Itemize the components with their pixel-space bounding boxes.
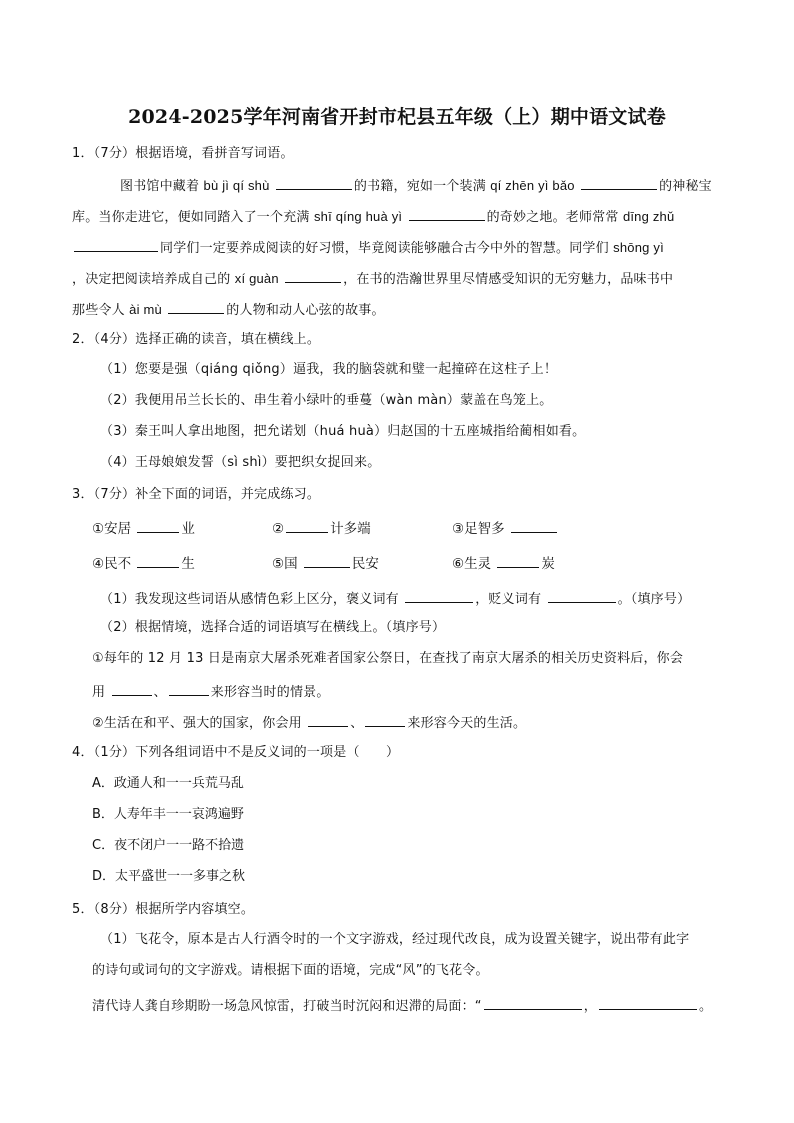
idiom-5 — [272, 554, 379, 572]
q5-sub-1-cont: 的诗句或词句的文字游戏。请根据下面的语境，完成“风”的飞花令。 — [92, 963, 489, 978]
q1-text: 图书馆中藏着 — [120, 179, 200, 194]
answer-blank[interactable] — [137, 554, 179, 568]
q3-text: 来形容今天的生活。 — [407, 716, 527, 731]
q1-text: ，在书的浩瀚世界里尽情感受知识的无穷魅力，品味书中 — [343, 272, 674, 287]
q4-option-b[interactable]: B．人寿年丰一一哀鸿遍野 — [92, 807, 244, 822]
q1-text: 的奇妙之地。老师常常 — [486, 210, 619, 225]
pinyin: qí zhēn yì bǎo — [490, 178, 575, 193]
idiom-part: ④民不 — [92, 556, 132, 572]
idiom-part: 业 — [181, 521, 195, 537]
q1-line-1 — [120, 176, 712, 195]
idiom-2 — [272, 519, 371, 537]
q4-option-c[interactable]: C．夜不闭户一一路不拾遗 — [92, 838, 245, 853]
q4-heading: 4．（1分）下列各组词语中不是反义词的一项是（ ） — [72, 745, 400, 760]
idiom-part: ③足智多 — [452, 521, 505, 537]
q5-text: 清代诗人龚自珍期盼一场急风惊雷，打破当时沉闷和迟滞的局面：“ — [92, 999, 482, 1014]
q1-line-3 — [72, 238, 664, 257]
answer-blank[interactable] — [599, 996, 697, 1010]
q5-poem-line — [92, 996, 712, 1015]
q3-sub-2: （2）根据情境，选择合适的词语填写在横线上。（填序号） — [100, 620, 446, 635]
idiom-part: ⑥生灵 — [452, 556, 492, 572]
q4-option-d[interactable]: D．太平盛世一一多事之秋 — [92, 869, 246, 884]
answer-blank[interactable] — [169, 682, 209, 696]
answer-blank[interactable] — [308, 713, 348, 727]
q3-text: ②生活在和平、强大的国家，你会用 — [92, 716, 302, 731]
idiom-part: 炭 — [541, 556, 555, 572]
q1-heading: 1．（7分）根据语境，看拼音写词语。 — [72, 146, 294, 161]
exam-title: 2024-2025学年河南省开封市杞县五年级（上）期中语文试卷 — [128, 106, 666, 128]
pinyin: shōng yì — [613, 240, 664, 255]
q4-option-a[interactable]: A．政通人和一一兵荒马乱 — [92, 776, 244, 791]
q3-text: 用 — [92, 685, 106, 700]
q1-text: 同学们一定要养成阅读的好习惯，毕竟阅读能够融合古今中外的智慧。同学们 — [160, 241, 609, 256]
answer-blank[interactable] — [511, 519, 557, 533]
answer-blank[interactable] — [409, 207, 485, 221]
q3-text: 来形容当时的情景。 — [210, 685, 330, 700]
q1-text: 的书籍，宛如一个装满 — [353, 179, 486, 194]
pinyin: shī qíng huà yì — [313, 209, 403, 224]
answer-blank[interactable] — [581, 176, 657, 190]
idiom-part: 民安 — [351, 556, 379, 572]
q5-sub-1: （1）飞花令，原本是古人行酒令时的一个文字游戏，经过现代改良，成为设置关键字，说出带有此字 — [100, 932, 690, 947]
answer-blank[interactable] — [276, 176, 352, 190]
answer-blank[interactable] — [74, 238, 158, 252]
q1-text: 库。当你走进它，便如同踏入了一个充满 — [72, 210, 310, 225]
q1-text: 那些令人 — [72, 303, 125, 318]
q3-text: ，贬义词有 — [475, 592, 542, 607]
q3-scenario-1-cont — [92, 682, 330, 701]
idiom-part: 生 — [181, 556, 195, 572]
q1-text: ，决定把阅读培养成自己的 — [72, 272, 231, 287]
answer-blank[interactable] — [365, 713, 405, 727]
pinyin: ài mù — [129, 302, 162, 317]
q1-line-4 — [72, 269, 673, 288]
answer-blank[interactable] — [484, 996, 582, 1010]
answer-blank[interactable] — [497, 554, 539, 568]
pinyin: xí guàn — [234, 271, 279, 286]
q3-scenario-2 — [92, 713, 526, 732]
answer-blank[interactable] — [168, 300, 224, 314]
q1-line-5 — [72, 300, 385, 319]
q3-text: 、 — [350, 716, 364, 731]
q2-item-2: （2）我便用吊兰长长的、串生着小绿叶的垂蔓（wàn màn）蒙盖在鸟笼上。 — [100, 393, 553, 408]
answer-blank[interactable] — [286, 519, 328, 533]
q1-text: 的神秘宝 — [659, 179, 712, 194]
answer-blank[interactable] — [405, 589, 473, 603]
idiom-4 — [92, 554, 195, 572]
answer-blank[interactable] — [285, 269, 341, 283]
answer-blank[interactable] — [137, 519, 179, 533]
q2-item-3: （3）秦王叫人拿出地图，把允诺划（huá huà）归赵国的十五座城指给蔺相如看。 — [100, 424, 586, 439]
q2-heading: 2．（4分）选择正确的读音，填在横线上。 — [72, 332, 321, 347]
q3-heading: 3．（7分）补全下面的词语，并完成练习。 — [72, 487, 321, 502]
q2-item-4: （4）王母娘娘发誓（sì shì）要把织女捉回来。 — [100, 455, 381, 470]
q3-sub-1 — [100, 589, 690, 608]
q2-item-1: （1）您要是强（qiáng qiǒng）逼我，我的脑袋就和璧一起撞碎在这柱子上！ — [100, 362, 558, 377]
idiom-part: 计多端 — [330, 521, 371, 537]
answer-blank[interactable] — [112, 682, 152, 696]
q3-text: 。（填序号） — [617, 592, 691, 607]
idiom-part: ①安居 — [92, 521, 132, 537]
answer-blank[interactable] — [548, 589, 616, 603]
answer-blank[interactable] — [304, 554, 350, 568]
q5-text: 。 — [698, 999, 713, 1014]
q3-text: 、 — [153, 685, 167, 700]
q3-text: （1）我发现这些词语从感情色彩上区分，褒义词有 — [100, 592, 399, 607]
idiom-1 — [92, 519, 195, 537]
idiom-part: ② — [272, 521, 285, 537]
idiom-6 — [452, 554, 555, 572]
q5-text: ， — [583, 999, 597, 1014]
q1-text: 的人物和动人心弦的故事。 — [226, 303, 385, 318]
q3-scenario-1: ①每年的 12 月 13 日是南京大屠杀死难者国家公祭日，在查找了南京大屠杀的相关历史资料后，你会 — [92, 651, 684, 666]
idiom-3 — [452, 519, 559, 537]
q1-line-2 — [72, 207, 674, 226]
pinyin: dīng zhǔ — [622, 209, 675, 224]
q5-heading: 5．（8分）根据所学内容填空。 — [72, 902, 255, 917]
pinyin: bù jì qí shù — [203, 178, 270, 193]
idiom-part: ⑤国 — [272, 556, 298, 572]
